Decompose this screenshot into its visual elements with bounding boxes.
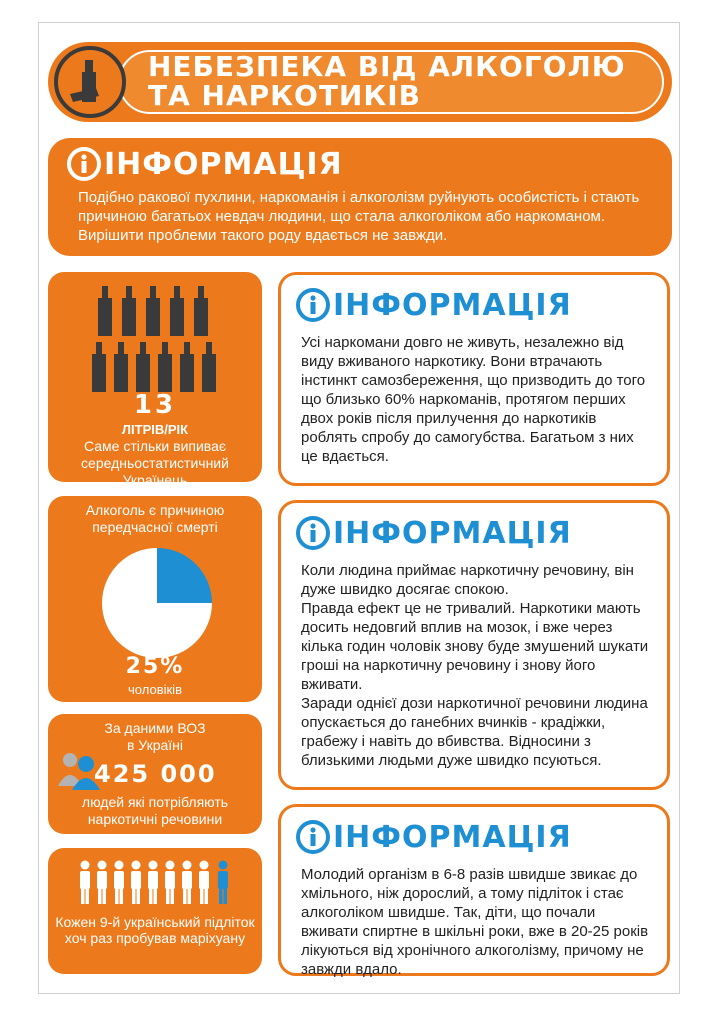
liters-number: 13 — [133, 390, 177, 420]
info-box-1-header — [295, 287, 572, 323]
stat-liters — [48, 272, 262, 488]
liters-unit: ЛІТРІВ/РІК — [121, 422, 189, 437]
page-title-line2: ТА НАРКОТИКІВ — [148, 79, 422, 112]
info-box-1-label: ІНФОРМАЦІЯ — [333, 287, 572, 323]
page-title — [148, 52, 626, 110]
info-box-1-text: Усі наркомани довго не живуть, незалежно від виду вживаного наркотику. Вони втрачають інстинкт самозбереження, що призводить до того що близько 60% наркоманів, протягом перших двох років після прилучення до наркотиків роблять спробу до самогубства. Багатьом з них це вдається. — [301, 334, 646, 465]
pie-slice-0 — [157, 548, 212, 603]
info-box-3-header — [295, 819, 572, 855]
info-box-2-header — [295, 515, 572, 551]
info-box-3 — [278, 804, 670, 976]
who-caption-line2: в Україні — [126, 737, 184, 753]
pie-caption: Алкоголь є причиною передчасної смерті — [85, 502, 225, 535]
info-icon — [295, 515, 331, 551]
bottles-icon — [90, 282, 220, 394]
info-box-2-text: Коли людина приймає наркотичну речовину, він дуже швидко досягає спокою. Правда ефект це не тривалий. Наркотики мають досить недовгий вплив на мозок, і вже через кілька годин чоловік знову буде змушений шукати гроші на наркотичну речовину і знову його вживати. Заради однієї дози наркотичної речовини людина опускається до ганебних вчинків - крадіжки, грабежу і навіть до вбивства. Відносини з близькими людьми дуже швидко псуються. — [301, 562, 649, 769]
info-box-3-label: ІНФОРМАЦІЯ — [333, 819, 572, 855]
teens-caption: Кожен 9-й український підліток хоч раз пробував маріхуану — [55, 914, 255, 946]
title-icon-circle — [54, 46, 126, 118]
title-banner — [48, 42, 672, 122]
info-box-1 — [278, 272, 670, 486]
info-icon — [66, 146, 102, 182]
teens-icon — [78, 860, 232, 906]
info-icon — [295, 819, 331, 855]
stat-teens — [48, 848, 262, 974]
info-box-2-label: ІНФОРМАЦІЯ — [333, 515, 572, 551]
pie-percent: 25% — [125, 654, 185, 679]
bottle-icon — [58, 50, 122, 114]
intro-info-header — [66, 146, 343, 182]
intro-info-block — [48, 138, 672, 256]
who-caption-line1: За даними ВОЗ — [104, 720, 206, 736]
page-title-line1: НЕБЕЗПЕКА ВІД АЛКОГОЛЮ — [148, 50, 626, 83]
info-icon — [295, 287, 331, 323]
liters-caption: Саме стільки випиває середньостатистичний Українець — [81, 438, 229, 488]
intro-text: Подібно ракової пухлини, наркоманія і алкоголізм руйнують особистість і стають причиною багатьох невдач людини, що стала алкоголіком або наркоманом. Вирішити проблеми такого роду вдається не завжди. — [78, 189, 640, 244]
intro-info-label: ІНФОРМАЦІЯ — [104, 146, 343, 182]
info-box-3-text: Молодий організм в 6-8 разів швидше звикає до хмільного, ніж дорослий, а тому підліток і стає алкоголіком швидше. Так, діти, що почали вживати спиртне в шкільні роки, вже в 20-25 років лікуються від хронічного алкоголізму, причому не завжди вдало. — [301, 866, 649, 978]
who-sub: людей які потрібляють наркотичні речовини — [81, 794, 229, 827]
stat-who — [48, 714, 262, 834]
stat-pie — [48, 496, 262, 702]
who-number: 425 000 — [94, 760, 217, 788]
pie-sub: чоловіків — [128, 682, 182, 697]
who-caption — [48, 720, 262, 754]
pie-chart — [100, 546, 214, 660]
info-box-2 — [278, 500, 670, 790]
